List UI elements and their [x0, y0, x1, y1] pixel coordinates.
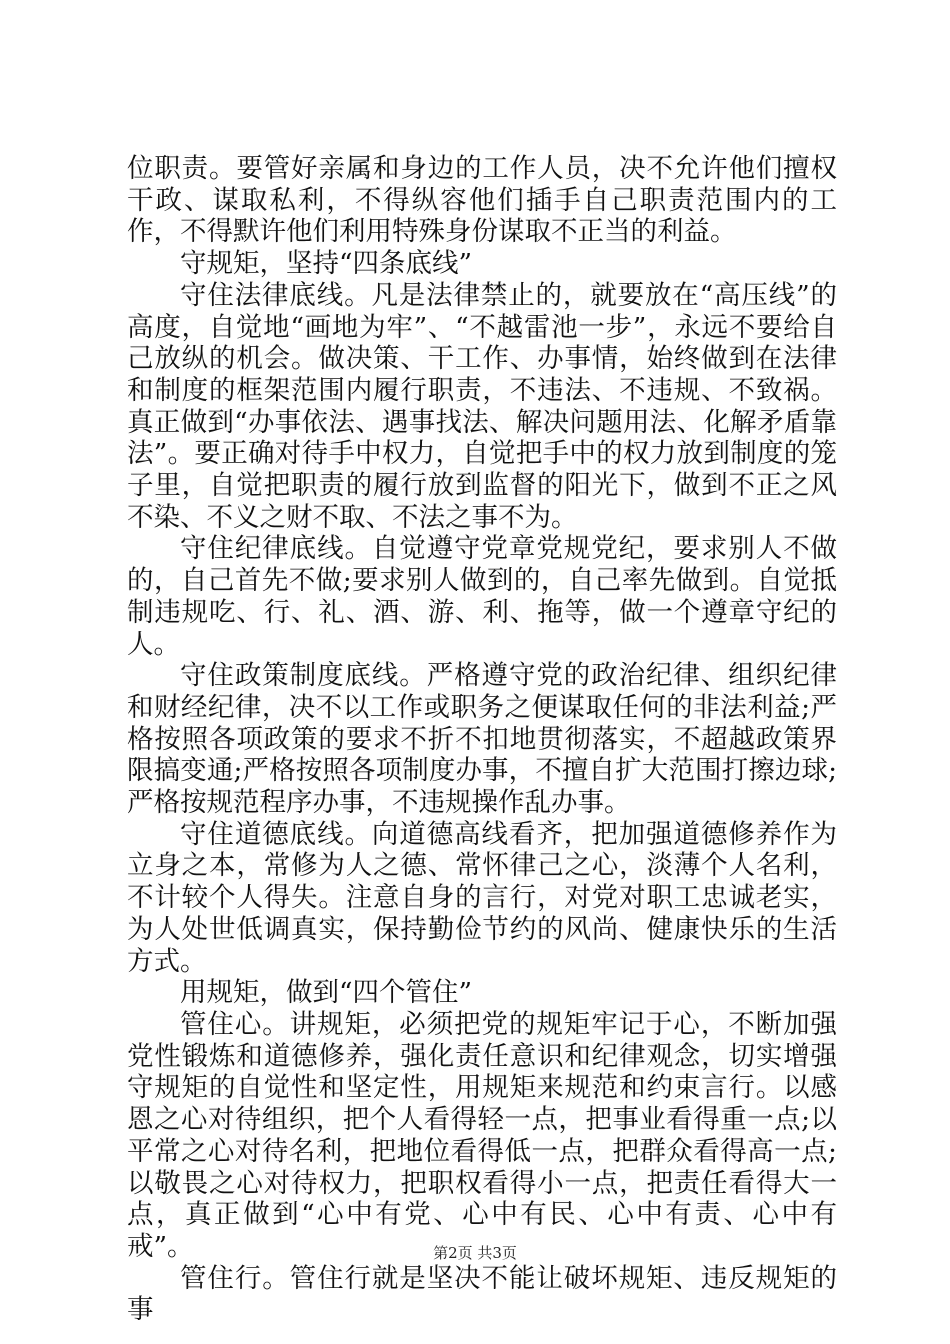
paragraph-moral-bottom-line: 守住道德底线。向道德高线看齐，把加强道德修养作为立身之本，常修为人之德、常怀律己之心，淡薄个人名利，不计较个人得失。注意自身的言行，对党对职工忠诚老实，为人处世低调真实，保持勤俭节约的风尚、健康快乐的生活方式。	[127, 818, 837, 977]
paragraph-control-heart: 管住心。讲规矩，必须把党的规矩牢记于心，不断加强党性锻炼和道德修养，强化责任意识和纪律观念，切实增强守规矩的自觉性和坚定性，用规矩来规范和约束言行。以感恩之心对待组织，把个人看得轻一点，把事业看得重一点;以平常之心对待名利，把地位看得低一点，把群众看得高一点;以敬畏之心对待权力，把职权看得小一点，把责任看得大一点，真正做到“心中有党、心中有民、心中有责、心中有戒”。	[127, 1008, 837, 1262]
paragraph-legal-bottom-line: 守住法律底线。凡是法律禁止的，就要放在“高压线”的高度，自觉地“画地为牢”、“不越雷池一步”，永远不要给自己放纵的机会。做决策、干工作、办事情，始终做到在法律和制度的框架范围内履行职责，不违法、不违规、不致祸。真正做到“办事依法、遇事找法、解决问题用法、化解矛盾靠法”。要正确对待手中权力，自觉把手中的权力放到制度的笼子里，自觉把职责的履行放到监督的阳光下，做到不正之风不染、不义之财不取、不法之事不为。	[127, 279, 837, 533]
section-heading-four-bottom-lines: 守规矩，坚持“四条底线”	[180, 248, 473, 280]
paragraph-policy-bottom-line: 守住政策制度底线。严格遵守党的政治纪律、组织纪律和财经纪律，决不以工作或职务之便谋取任何的非法利益;严格按照各项政策的要求不折不扣地贯彻落实，不超越政策界限搞变通;严格按照各项制度办事，不擅自扩大范围打擦边球;严格按规范程序办事，不违规操作乱办事。	[127, 660, 837, 819]
section-heading-four-controls: 用规矩，做到“四个管住”	[180, 977, 473, 1009]
paragraph-control-action: 管住行。管住行就是坚决不能让破坏规矩、违反规矩的事	[127, 1262, 837, 1326]
paragraph-discipline-bottom-line: 守住纪律底线。自觉遵守党章党规党纪，要求别人不做的，自己首先不做;要求别人做到的，自己率先做到。自觉抵制违规吃、行、礼、酒、游、利、拖等，做一个遵章守纪的人。	[127, 533, 837, 660]
document-body	[127, 153, 837, 1326]
paragraph-continuation: 位职责。要管好亲属和身边的工作人员，决不允许他们擅权干政、谋取私利，不得纵容他们插手自己职责范围内的工作，不得默许他们利用特殊身份谋取不正当的利益。	[127, 153, 837, 248]
page-footer: 第2页 共3页	[433, 1244, 517, 1262]
